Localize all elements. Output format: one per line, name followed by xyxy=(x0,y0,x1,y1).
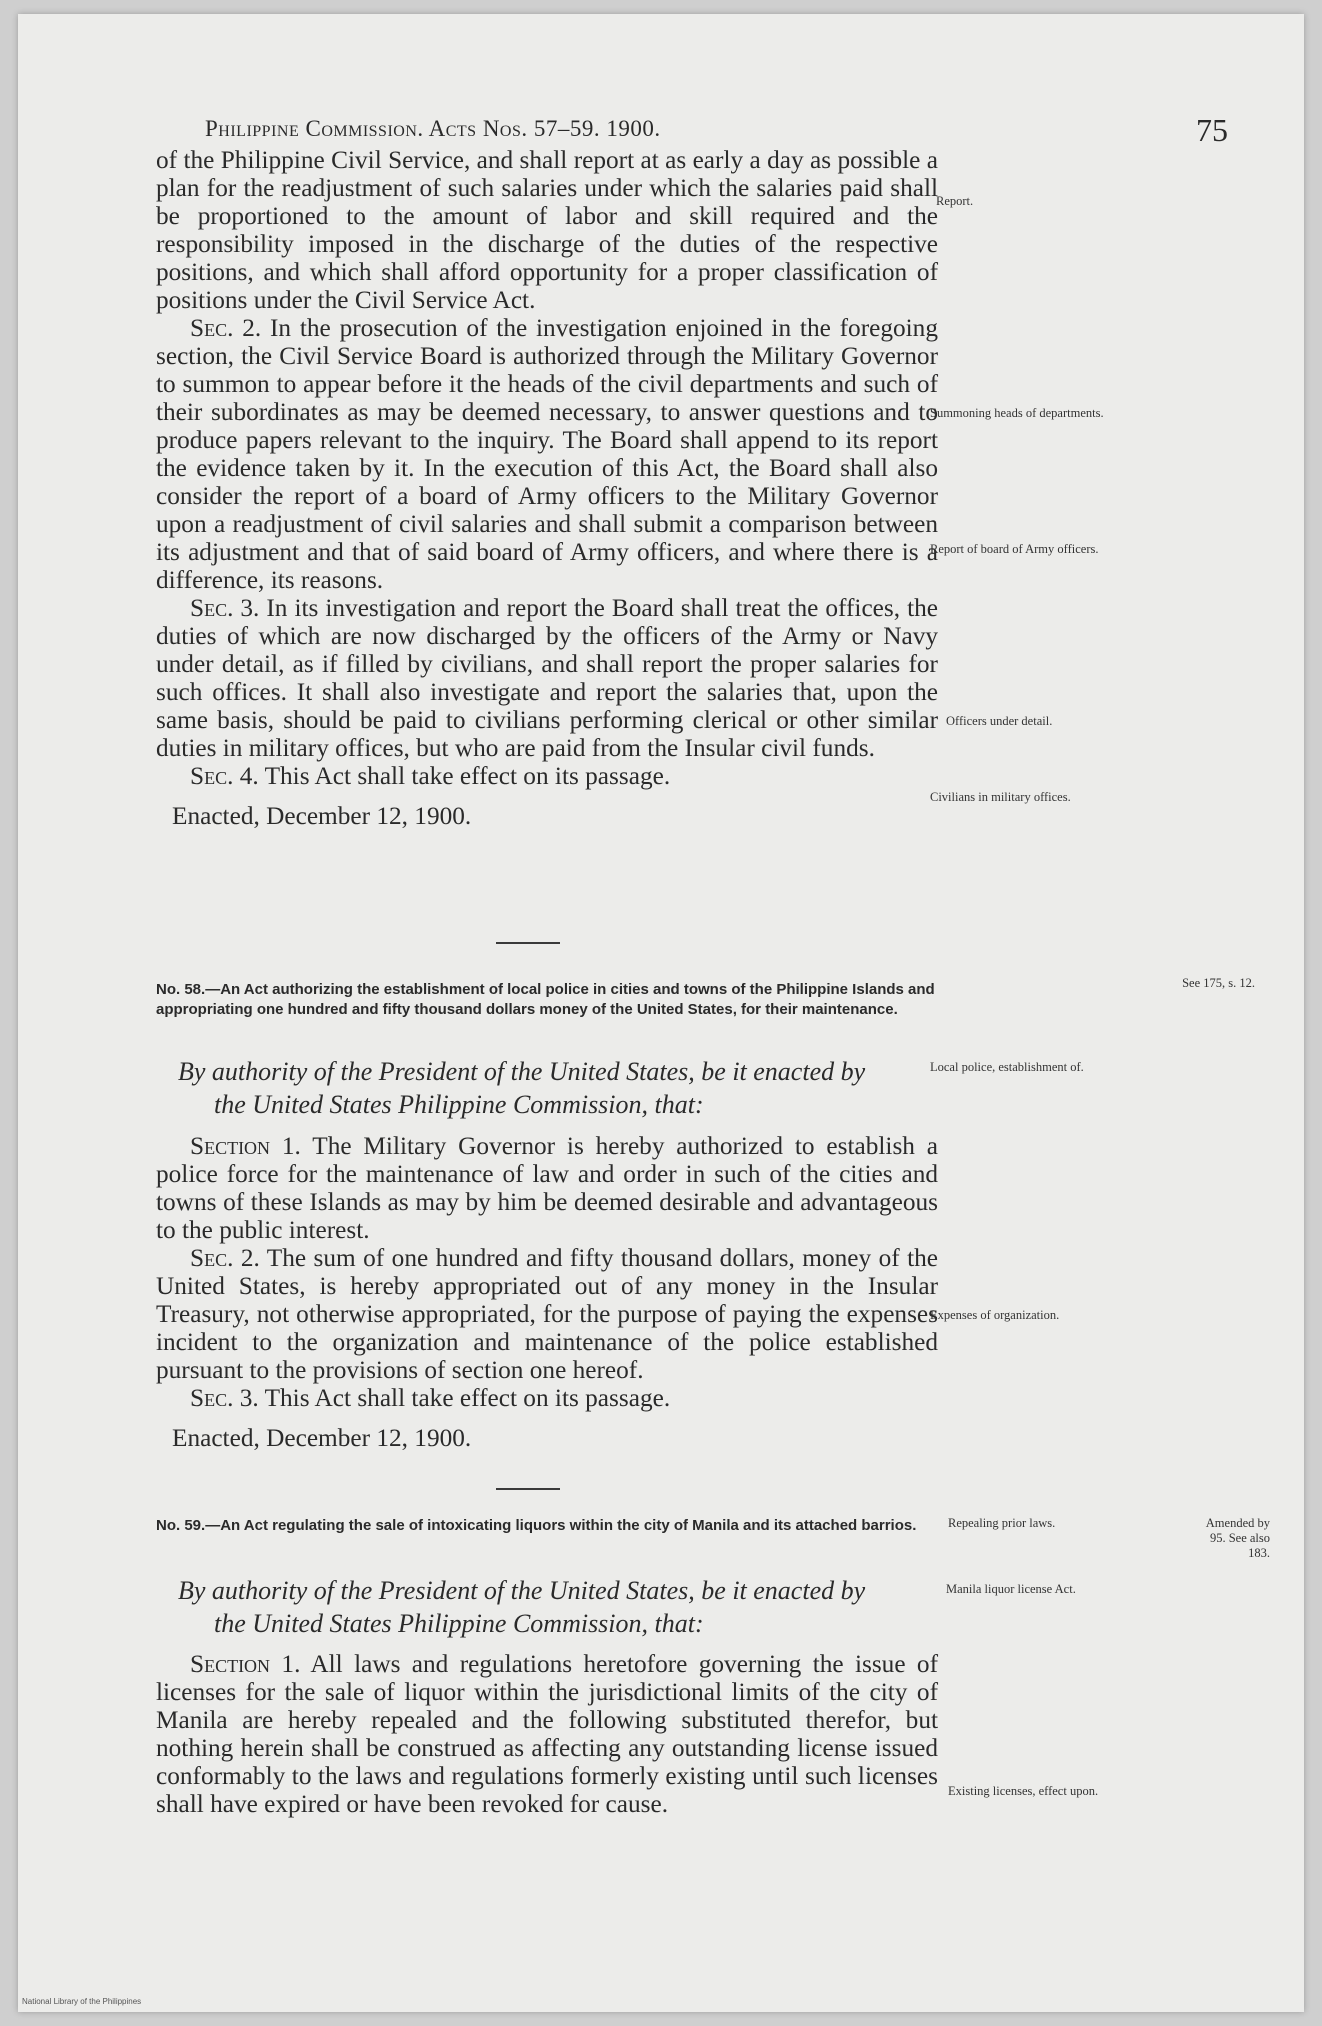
crossref-act58: See 175, s. 12. xyxy=(1182,976,1255,990)
running-header: Philippine Commission. Acts Nos. 57–59. 1900. xyxy=(205,116,661,141)
act58-sec1: Section 1. The Military Governor is hereby authorized to establish a police force for the maintenance of law and order in such of the cities and towns of these Islands as may by him be deemed desirable and advantageous to the public interest. xyxy=(156,1132,938,1244)
margin-note-manila-license: Manila liquor license Act. xyxy=(946,1582,1076,1596)
margin-note-existing-licenses: Existing licenses, effect upon. xyxy=(948,1784,1099,1798)
act58-title: No. 58.—An Act authorizing the establishment of local police in cities and towns of the Philippine Islands and appropriating one hundred and fifty thousand dollars money of the United States, for their maintenance. xyxy=(156,981,935,1018)
act58-sec2: Sec. 2. The sum of one hundred and fifty thousand dollars, money of the United States, is hereby appropriated out of any money in the Insular Treasury, not otherwise appropriated, for the purpose of paying the expenses incident to the organization and maintenance of the police established pursuant to the provisions of section one hereof. xyxy=(156,1244,938,1384)
act57-body xyxy=(156,146,938,830)
section-divider xyxy=(496,1488,560,1490)
act58-body xyxy=(156,1132,938,1452)
document-page xyxy=(18,14,1304,2012)
margin-note-army-board: Report of board of Army officers. xyxy=(930,542,1099,556)
act58-enacting-clause: By authority of the President of the United States, be it enacted by the United States Philippine Commission, that: xyxy=(178,1057,866,1119)
margin-note-local-police: Local police, establishment of. xyxy=(930,1060,1084,1074)
margin-note-report: Report. xyxy=(936,194,974,208)
act58-enacted: Enacted, December 12, 1900. xyxy=(172,1424,472,1452)
act59-body xyxy=(156,1650,938,1818)
margin-note-repealing: Repealing prior laws. xyxy=(948,1516,1056,1530)
act57-para1: of the Philippine Civil Service, and shall report at as early a day as possible a plan for the readjustment of such salaries under which the salaries paid shall be proportioned to the amount of labor and skill required and the responsibility imposed in the discharge of the duties of the respective positions, and which shall afford opportunity for a proper classification of positions under the Civil Service Act. xyxy=(156,146,938,314)
section-divider xyxy=(496,942,560,944)
margin-note-officers-detail: Officers under detail. xyxy=(946,714,1053,728)
act59-enacting-clause: By authority of the President of the United States, be it enacted by the United States Philippine Commission, that: xyxy=(178,1576,866,1638)
margin-note-civilians: Civilians in military offices. xyxy=(930,790,1071,804)
act57-sec2: Sec. 2. In the prosecution of the investigation enjoined in the foregoing section, the Civil Service Board is authorized through the Military Governor to summon to appear before it the heads of the civil departments and such of their subordinates as may be deemed necessary, to answer questions and to produce papers relevant to the inquiry. The Board shall append to its report the evidence taken by it. In the execution of this Act, the Board shall also consider the report of a board of Army officers to the Military Governor upon a readjustment of civil salaries and shall submit a comparison between its adjustment and that of said board of Army officers, and where there is a difference, its reasons. xyxy=(156,314,938,594)
act57-sec3: Sec. 3. In its investigation and report the Board shall treat the offices, the duties of which are now discharged by the officers of the Army or Navy under detail, as if filled by civilians, and shall report the proper salaries for such offices. It shall also investigate and report the salaries that, upon the same basis, should be paid to civilians performing clerical or other similar duties in military offices, but who are paid from the Insular civil funds. xyxy=(156,594,938,762)
act57-sec4: Sec. 4. This Act shall take effect on its passage. xyxy=(190,762,671,790)
act59-title: No. 59.—An Act regulating the sale of intoxicating liquors within the city of Manila and its attached barrios. xyxy=(156,1517,917,1534)
page-number: 75 xyxy=(1196,112,1228,148)
act59-sec1: Section 1. All laws and regulations heretofore governing the issue of licenses for the sale of liquor within the jurisdictional limits of the city of Manila are hereby repealed and the following substituted therefor, but nothing herein shall be construed as affecting any outstanding license issued conformably to the laws and regulations formerly existing until such licenses shall have expired or have been revoked for cause. xyxy=(156,1650,939,1818)
margin-note-expenses: Expenses of organization. xyxy=(930,1308,1060,1322)
scan-footer: National Library of the Philippines xyxy=(22,1997,142,2006)
crossref-act59: Amended by 95. See also 183. xyxy=(1205,1516,1270,1560)
margin-note-summoning: Summoning heads of departments. xyxy=(930,406,1104,420)
act58-sec3: Sec. 3. This Act shall take effect on its passage. xyxy=(190,1384,671,1412)
act57-enacted: Enacted, December 12, 1900. xyxy=(172,802,472,830)
